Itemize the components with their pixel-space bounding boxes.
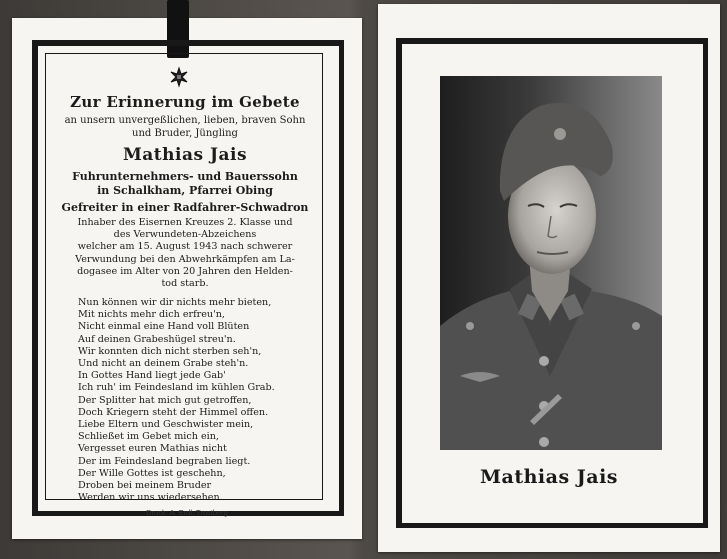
poem-line: Droben bei meinem Bruder <box>78 480 212 492</box>
poem-line: Nun können wir dir nichts mehr bieten, <box>78 297 272 308</box>
military-rank: Gefreiter in einer Radfahrer-Schwadron <box>61 201 309 214</box>
poem-line: Der Wille Gottes ist geschehn, <box>78 467 226 479</box>
poem-line: Liebe Eltern und Geschwister mein, <box>78 419 254 431</box>
poem-line: Und nicht an deinem Grabe steh'n. <box>78 358 249 370</box>
soldier-portrait-photo <box>440 76 662 450</box>
memorial-title: Zur Erinnerung im Gebete <box>70 93 300 111</box>
intro-text: an unsern unvergeßlichen, lieben, braven Sohn und Bruder, Jüngling <box>64 115 306 139</box>
deceased-name: Mathias Jais <box>122 145 248 165</box>
printer-credit: Druck: A. Erdl, Trostberg <box>146 508 228 517</box>
portrait-caption: Mathias Jais <box>480 466 618 488</box>
poem-line: Vergesset euren Mathias nicht <box>78 443 227 455</box>
origin-text: Fuhrunternehmers- und Bauerssohn in Schalkham, Pfarrei Obing <box>72 170 298 197</box>
poem-line: In Gottes Hand liegt jede Gab' <box>78 370 226 382</box>
poem-line: Doch Kriegern steht der Himmel offen. <box>78 406 269 418</box>
death-details: Inhaber des Eisernen Kreuzes 2. Klasse und des Verwundeten-Abzeichens welcher am 15. August 1943 nach schwerer Verwundung bei den Abwehrkämpfen am La- dogasee im Alter von 20 Jahren den Helden- tod starb. <box>75 217 295 290</box>
poem-line: Nicht einmal eine Hand voll Blüten <box>78 321 250 333</box>
poem-line: Der im Feindesland begraben liegt. <box>78 455 251 467</box>
memorial-card-photo-side <box>378 4 720 552</box>
poem-line: Der Splitter hat mich gut getroffen, <box>78 394 252 406</box>
memorial-poem <box>78 297 318 504</box>
memorial-card-text-side <box>12 18 362 539</box>
poem-line: Ich ruh' im Feindesland im kühlen Grab. <box>78 382 275 394</box>
poem-line: Werden wir uns wiedersehen. <box>78 492 223 504</box>
poem-line: Schließet im Gebet mich ein, <box>78 431 219 443</box>
poem-line: Mit nichts mehr dich erfreu'n, <box>78 309 225 321</box>
poem-line: Auf deinen Grabeshügel streu'n. <box>78 333 236 345</box>
poem-line: Wir konnten dich nicht sterben seh'n, <box>78 345 262 357</box>
